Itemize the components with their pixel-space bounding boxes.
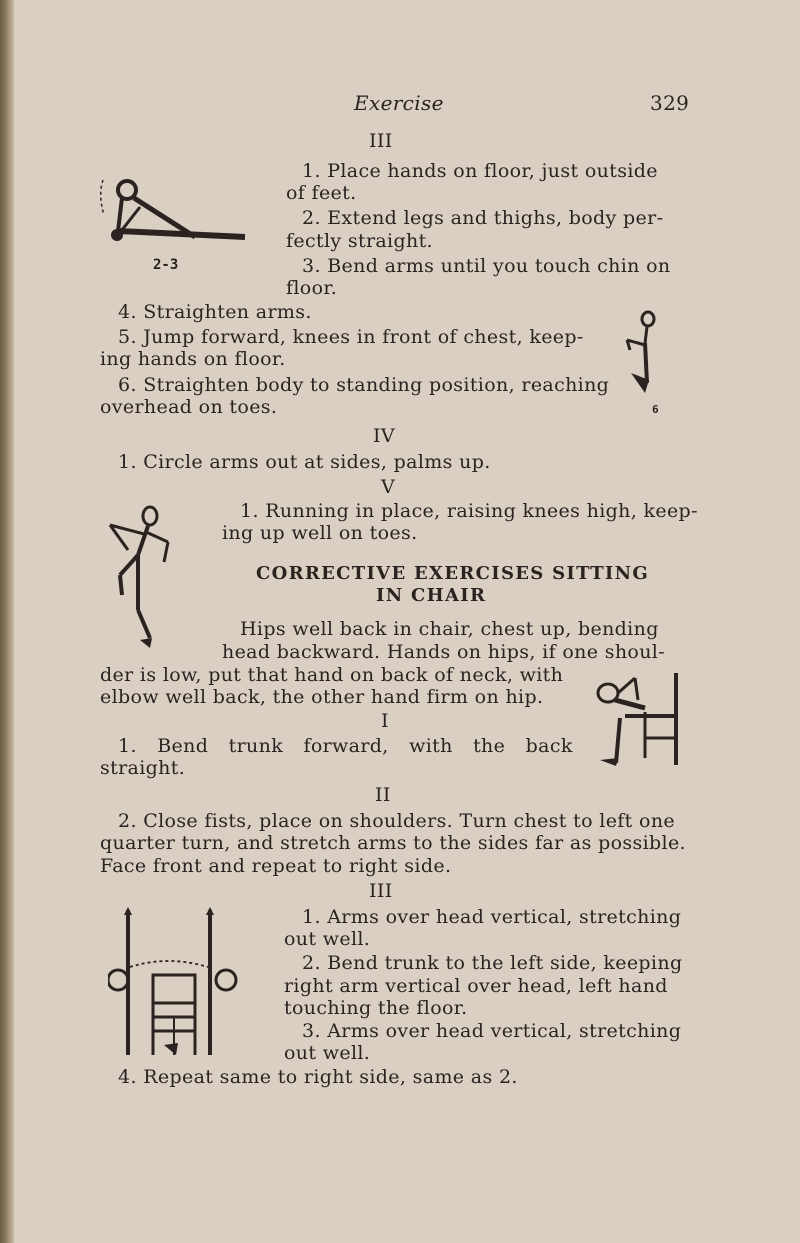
text-line: Hips well back in chair, chest up, bending <box>240 618 659 640</box>
text-line: 1. Bend trunk forward, with the back <box>118 735 573 757</box>
text-line: 2. Extend legs and thighs, body per- <box>302 207 664 229</box>
text-line: out well. <box>284 928 371 950</box>
text-line: quarter turn, and stretch arms to the sides far as possible. <box>100 832 686 854</box>
text-line: 2. Close fists, place on shoulders. Turn chest to left one <box>118 810 676 832</box>
corrective-title-line-2: IN CHAIR <box>376 585 487 606</box>
text-line: der is low, put that hand on back of neck, with <box>100 664 564 686</box>
figure-caption: 6 <box>652 403 659 416</box>
page-number: 329 <box>650 91 690 115</box>
text-line: 2. Bend trunk to the left side, keeping <box>302 952 683 974</box>
section-heading-i: I <box>381 710 389 732</box>
text-line: straight. <box>100 757 186 779</box>
text-line: fectly straight. <box>286 230 433 252</box>
section-heading-iii: III <box>369 130 393 152</box>
text-line: floor. <box>286 277 338 299</box>
text-line: 3. Bend arms until you touch chin on <box>302 255 671 277</box>
text-line: 4. Repeat same to right side, same as 2. <box>118 1066 518 1088</box>
text-line: 5. Jump forward, knees in front of chest, keep- <box>118 326 584 348</box>
text-line: 3. Arms over head vertical, stretching <box>302 1020 682 1042</box>
figure-caption: 2-3 <box>153 257 179 273</box>
text-line: ing up well on toes. <box>222 522 418 544</box>
text-line: 1. Arms over head vertical, stretching <box>302 906 682 928</box>
pushup-figure-illustration <box>100 165 260 255</box>
text-line: overhead on toes. <box>100 396 278 418</box>
standing-reach-figure-illustration <box>615 305 665 405</box>
text-line: 1. Running in place, raising knees high, keep- <box>240 500 698 522</box>
text-line: of feet. <box>286 182 357 204</box>
running-title: Exercise <box>354 91 444 115</box>
chair-side-bend-figure-illustration <box>108 905 238 1060</box>
text-line: right arm vertical over head, left hand <box>284 975 668 997</box>
text-line: out well. <box>284 1042 371 1064</box>
text-line: elbow well back, the other hand firm on hip. <box>100 686 544 708</box>
text-line: touching the floor. <box>284 997 468 1019</box>
chair-bend-figure-illustration <box>590 668 690 778</box>
section-heading-iii-chair: III <box>369 880 393 902</box>
running-figure-illustration <box>100 500 180 670</box>
text-line: head backward. Hands on hips, if one shoul- <box>222 641 665 663</box>
section-heading-ii: II <box>375 784 391 806</box>
section-heading-v: V <box>381 476 396 498</box>
book-spine-edge <box>0 0 14 1243</box>
corrective-title-line-1: CORRECTIVE EXERCISES SITTING <box>256 563 650 584</box>
text-line: 1. Place hands on floor, just outside <box>302 160 658 182</box>
section-heading-iv: IV <box>373 425 395 447</box>
text-line: Face front and repeat to right side. <box>100 855 452 877</box>
text-line: 1. Circle arms out at sides, palms up. <box>118 451 491 473</box>
text-line: 4. Straighten arms. <box>118 301 312 323</box>
text-line: 6. Straighten body to standing position, reaching <box>118 374 610 396</box>
text-line: ing hands on floor. <box>100 348 286 370</box>
